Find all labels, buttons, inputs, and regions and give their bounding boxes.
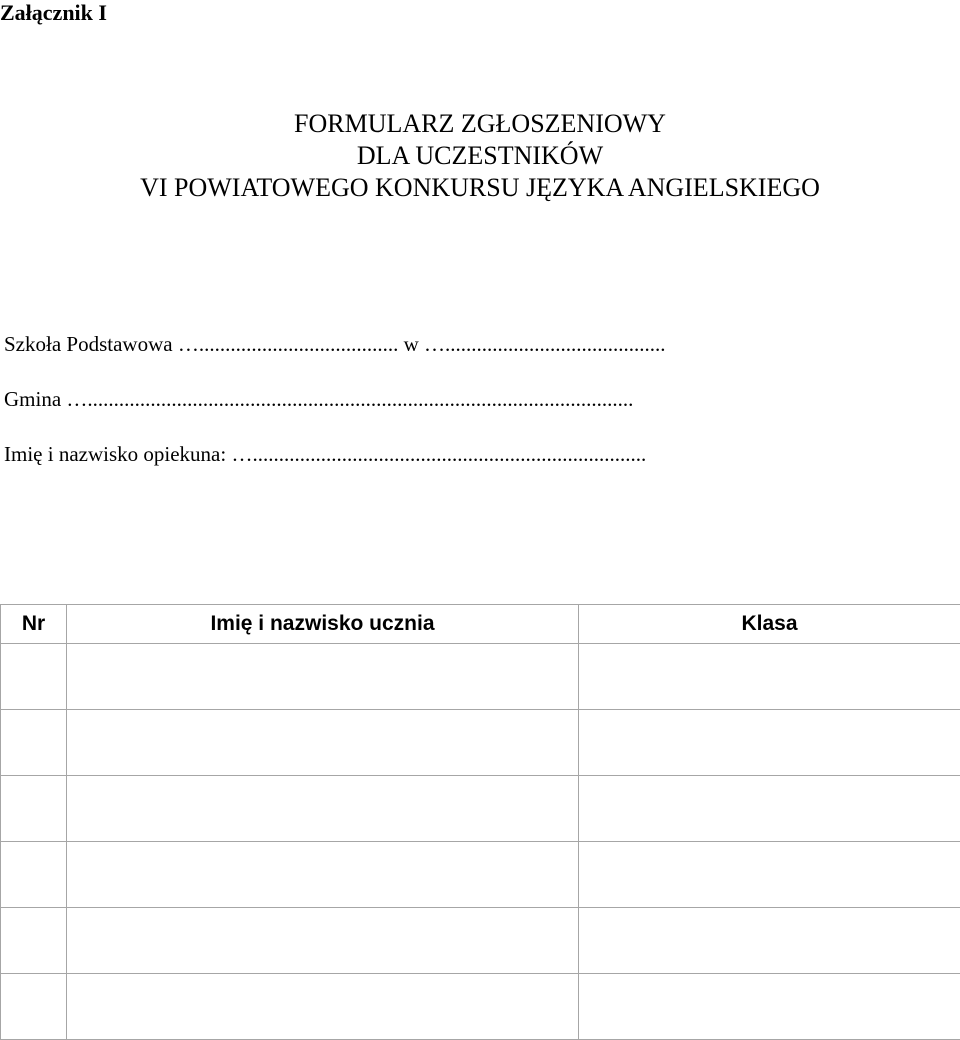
cell-nr[interactable]	[1, 710, 67, 776]
cell-class[interactable]	[579, 644, 960, 710]
cell-nr[interactable]	[1, 842, 67, 908]
table-row	[1, 776, 960, 842]
cell-nr[interactable]	[1, 644, 67, 710]
cell-class[interactable]	[579, 842, 960, 908]
cell-student-name[interactable]	[67, 776, 579, 842]
header-student-name: Imię i nazwisko ucznia	[67, 605, 579, 644]
cell-student-name[interactable]	[67, 710, 579, 776]
cell-student-name[interactable]	[67, 842, 579, 908]
table-row	[1, 842, 960, 908]
cell-class[interactable]	[579, 776, 960, 842]
table-row	[1, 908, 960, 974]
form-title-line-2: DLA UCZESTNIKÓW	[356, 141, 604, 170]
table-row	[1, 974, 960, 1040]
form-title-line-1: FORMULARZ ZGŁOSZENIOWY	[294, 109, 666, 138]
header-nr: Nr	[1, 605, 67, 644]
table-row	[1, 644, 960, 710]
cell-class[interactable]	[579, 974, 960, 1040]
cell-nr[interactable]	[1, 908, 67, 974]
students-table	[0, 604, 960, 1040]
table-row	[1, 710, 960, 776]
commune-field[interactable]: Gmina …........................................................................................................	[4, 387, 634, 411]
cell-nr[interactable]	[1, 776, 67, 842]
cell-class[interactable]	[579, 908, 960, 974]
header-class: Klasa	[579, 605, 960, 644]
cell-nr[interactable]	[1, 974, 67, 1040]
cell-student-name[interactable]	[67, 644, 579, 710]
cell-class[interactable]	[579, 710, 960, 776]
guardian-field[interactable]: Imię i nazwisko opiekuna: …...........................................................................	[4, 442, 647, 466]
cell-student-name[interactable]	[67, 974, 579, 1040]
table-header-row	[1, 605, 960, 644]
annex-label: Załącznik I	[0, 0, 107, 25]
cell-student-name[interactable]	[67, 908, 579, 974]
school-field[interactable]: Szkoła Podstawowa …...................................... w …..........................................	[4, 332, 666, 356]
form-title	[0, 108, 960, 204]
form-title-line-3: VI POWIATOWEGO KONKURSU JĘZYKA ANGIELSKIEGO	[140, 173, 820, 202]
